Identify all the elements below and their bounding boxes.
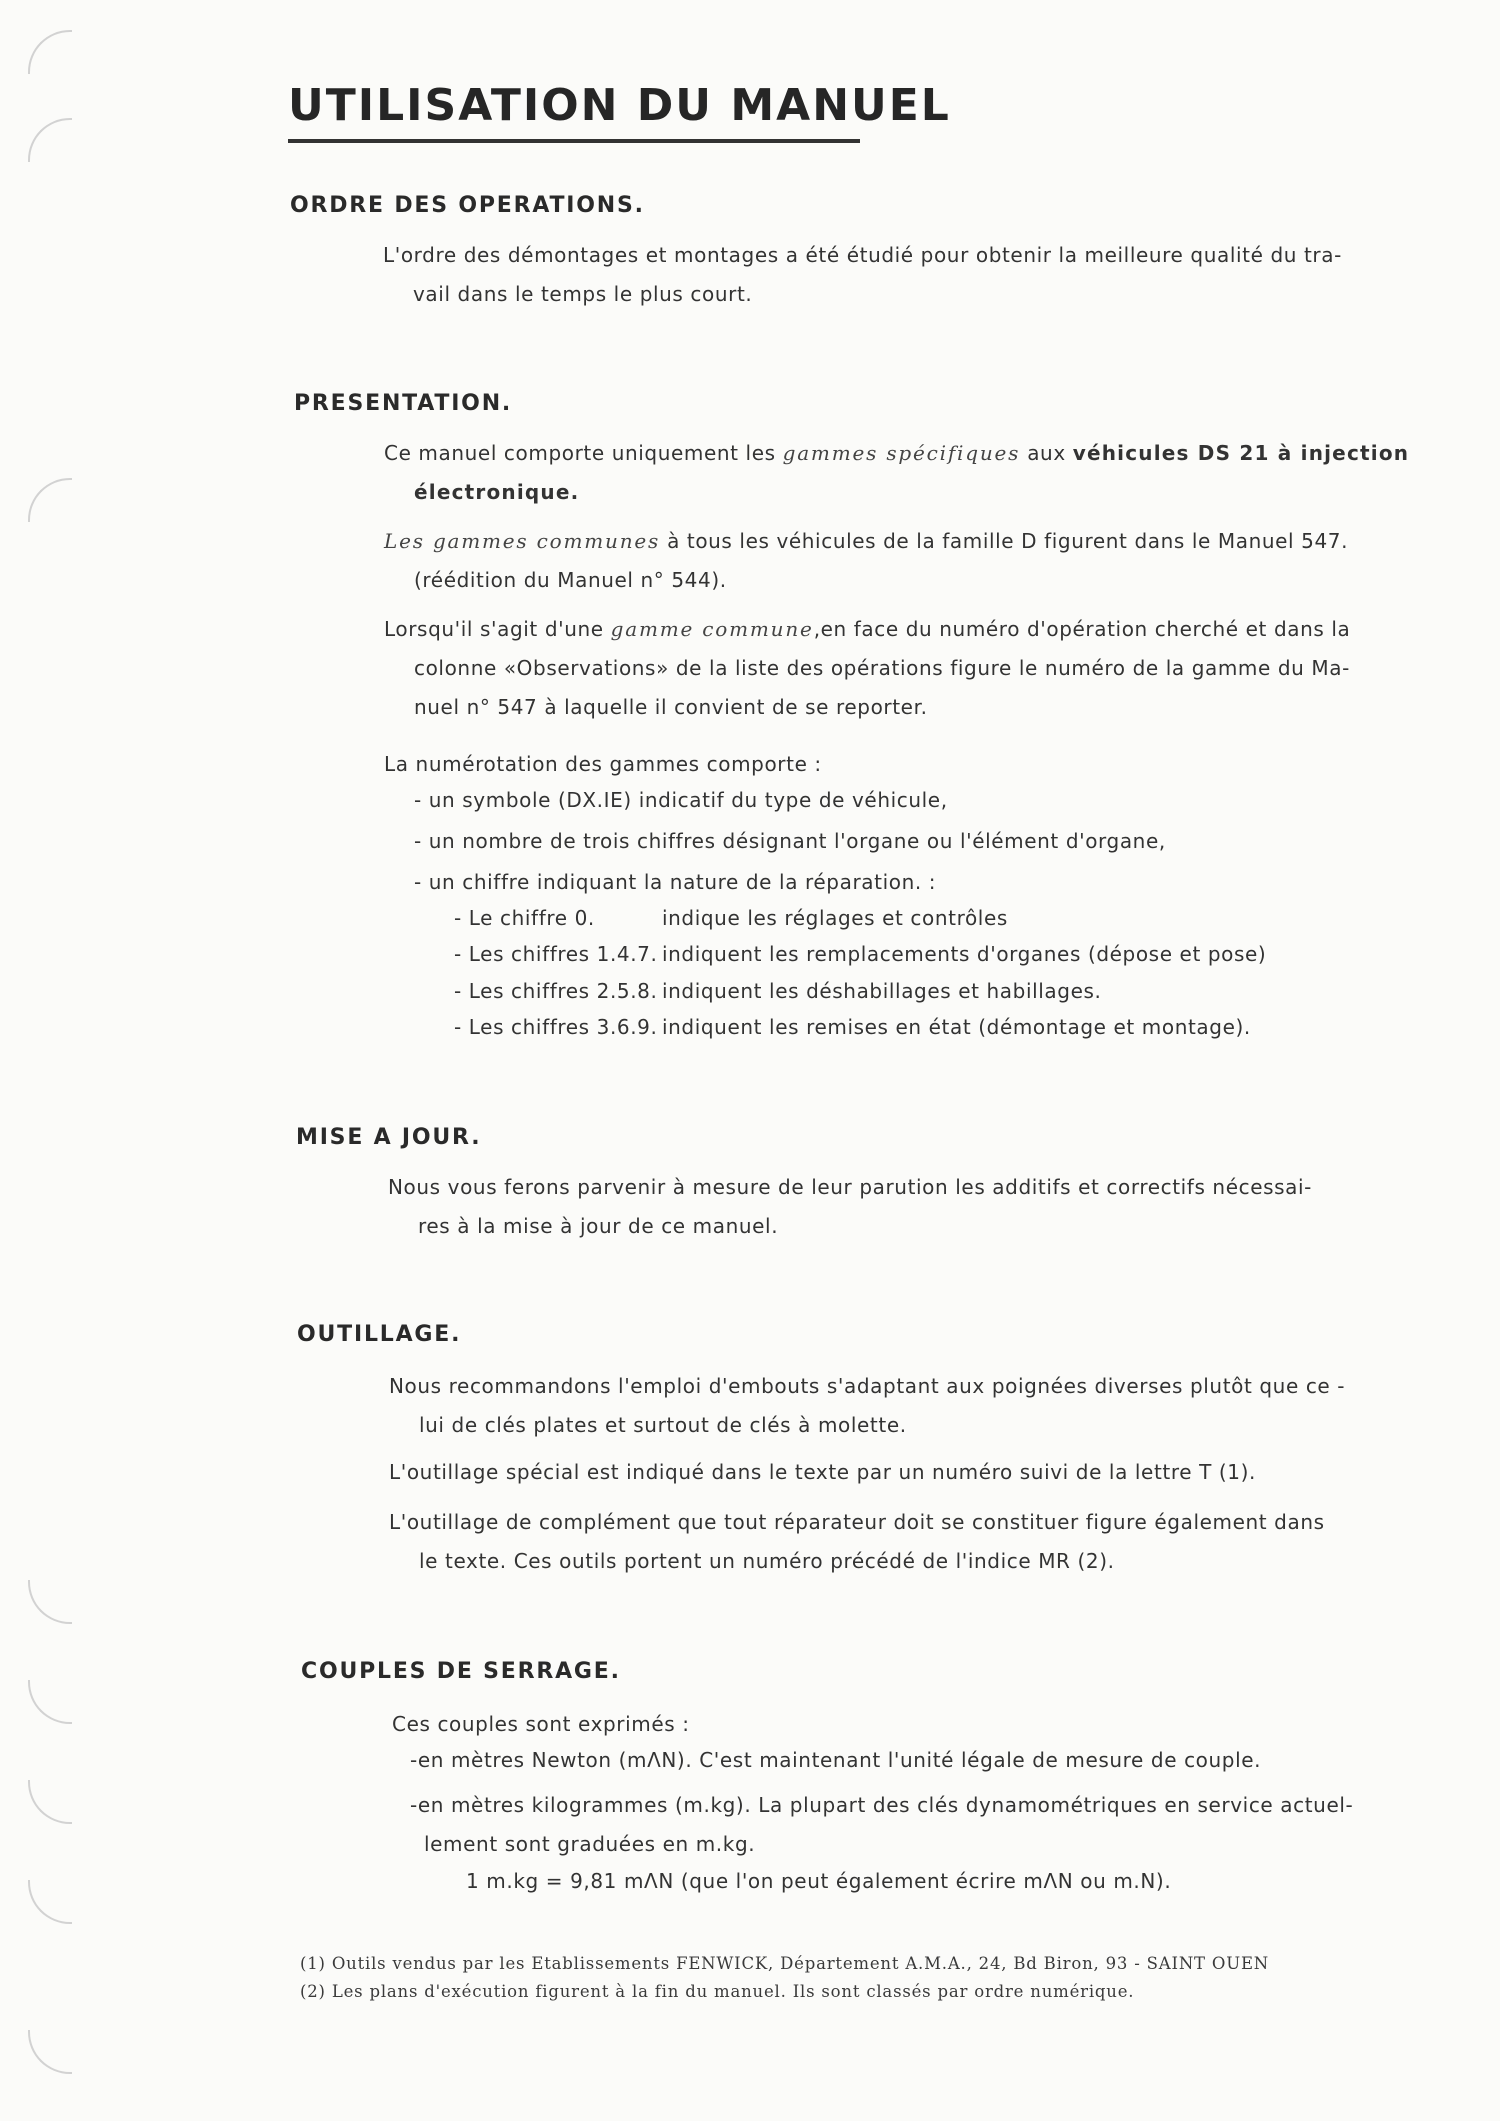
paragraph-ordre: [383, 236, 1463, 314]
line: lui de clés plates et surtout de clés à molette.: [419, 1413, 907, 1437]
list-item: [410, 1786, 1410, 1864]
section-heading-presentation: PRESENTATION.: [294, 391, 513, 416]
equation: 1 m.kg = 9,81 mΛN (que l'on peut également écrire mΛN ou m.N).: [466, 1869, 1172, 1893]
line: L'ordre des démontages et montages a été étudié pour obtenir la meilleure qualité du tra-: [383, 243, 1342, 267]
binder-hole-mark: [28, 1780, 72, 1824]
section-heading-mise-a-jour: MISE A JOUR.: [296, 1125, 482, 1150]
line: Nous vous ferons parvenir à mesure de leur parution les additifs et correctifs nécessai-: [388, 1175, 1312, 1199]
line: L'outillage de complément que tout réparateur doit se constituer figure également dans: [389, 1510, 1325, 1534]
line: (réédition du Manuel n° 544).: [414, 568, 727, 592]
paragraph-outillage-2: [389, 1453, 1469, 1492]
digit-meaning: indiquent les déshabillages et habillages.: [662, 979, 1102, 1003]
line: colonne «Observations» de la liste des opérations figure le numéro de la gamme du Ma-: [414, 656, 1350, 680]
bold-text: véhicules DS 21 à injection: [1072, 441, 1410, 465]
digit-code: - Le chiffre 0.: [454, 906, 595, 930]
title-block: [288, 80, 951, 143]
section-heading-couples: COUPLES DE SERRAGE.: [301, 1659, 621, 1684]
binder-hole-mark: [28, 1880, 72, 1924]
text: Lorsqu'il s'agit d'une: [384, 617, 604, 641]
list-item: -en mètres Newton (mΛN). C'est maintenant l'unité légale de mesure de couple.: [410, 1748, 1262, 1772]
line: nuel n° 547 à laquelle il convient de se reporter.: [414, 695, 928, 719]
section-heading-ordre: ORDRE DES OPERATIONS.: [290, 193, 645, 218]
line: -en mètres kilogrammes (m.kg). La plupart des clés dynamométriques en service actuel-: [410, 1793, 1354, 1817]
text: Ce manuel comporte uniquement les: [384, 441, 776, 465]
line: Nous recommandons l'emploi d'embouts s'adaptant aux poignées diverses plutôt que ce -: [389, 1374, 1346, 1398]
footnote: (2) Les plans d'exécution figurent à la fin du manuel. Ils sont classés par ordre numérique.: [300, 1982, 1135, 2001]
line: le texte. Ces outils portent un numéro précédé de l'indice MR (2).: [419, 1549, 1115, 1573]
list-item: - un symbole (DX.IE) indicatif du type de véhicule,: [414, 788, 948, 812]
emphasis-text: Les gammes communes: [384, 529, 661, 553]
binder-hole-mark: [28, 118, 72, 162]
footnote: (1) Outils vendus par les Etablissements FENWICK, Département A.M.A., 24, Bd Biron, 93 - SAINT OUEN: [300, 1954, 1270, 1973]
line: vail dans le temps le plus court.: [413, 282, 753, 306]
section-heading-outillage: OUTILLAGE.: [297, 1322, 462, 1347]
binder-hole-mark: [28, 478, 72, 522]
title-underline: [288, 139, 860, 143]
binder-hole-mark: [28, 1580, 72, 1624]
paragraph-outillage-1: [389, 1367, 1469, 1445]
couples-intro: Ces couples sont exprimés :: [392, 1712, 690, 1736]
binder-hole-mark: [28, 1680, 72, 1724]
digit-meaning: indiquent les remises en état (démontage et montage).: [662, 1015, 1251, 1039]
list-item: - un chiffre indiquant la nature de la réparation. :: [414, 870, 937, 894]
footnotes: [300, 1950, 1269, 2006]
sub-list-item: [454, 979, 1101, 1003]
digit-meaning: indiquent les remplacements d'organes (dépose et pose): [662, 942, 1267, 966]
binder-hole-mark: [28, 2030, 72, 2074]
emphasis-text: gamme commune: [610, 617, 814, 641]
paragraph-mise-a-jour: [388, 1168, 1468, 1246]
emphasis-text: gammes spécifiques: [782, 441, 1021, 465]
text: à tous les véhicules de la famille D figurent dans le Manuel 547.: [667, 529, 1349, 553]
paragraph-presentation-3: [384, 610, 1464, 727]
line: res à la mise à jour de ce manuel.: [418, 1214, 779, 1238]
text: aux: [1027, 441, 1066, 465]
paragraph-presentation-1: [384, 434, 1464, 512]
paragraph-outillage-3: [389, 1503, 1469, 1581]
binder-hole-mark: [28, 30, 72, 74]
list-item: - un nombre de trois chiffres désignant l'organe ou l'élément d'organe,: [414, 829, 1166, 853]
bold-text: électronique.: [414, 480, 580, 504]
sub-list-item: [454, 906, 1008, 930]
sub-list-item: [454, 1015, 1251, 1039]
digit-code: - Les chiffres 2.5.8.: [454, 979, 658, 1003]
line: L'outillage spécial est indiqué dans le texte par un numéro suivi de la lettre T (1).: [389, 1460, 1256, 1484]
digit-code: - Les chiffres 3.6.9.: [454, 1015, 658, 1039]
page-title: UTILISATION DU MANUEL: [288, 80, 951, 131]
digit-code: - Les chiffres 1.4.7.: [454, 942, 658, 966]
sub-list-item: [454, 942, 1266, 966]
digit-meaning: indique les réglages et contrôles: [662, 906, 1008, 930]
line: lement sont graduées en m.kg.: [424, 1832, 756, 1856]
paragraph-presentation-2: [384, 522, 1464, 600]
text: ,en face du numéro d'opération cherché et dans la: [813, 617, 1351, 641]
numbering-intro: La numérotation des gammes comporte :: [384, 752, 822, 776]
